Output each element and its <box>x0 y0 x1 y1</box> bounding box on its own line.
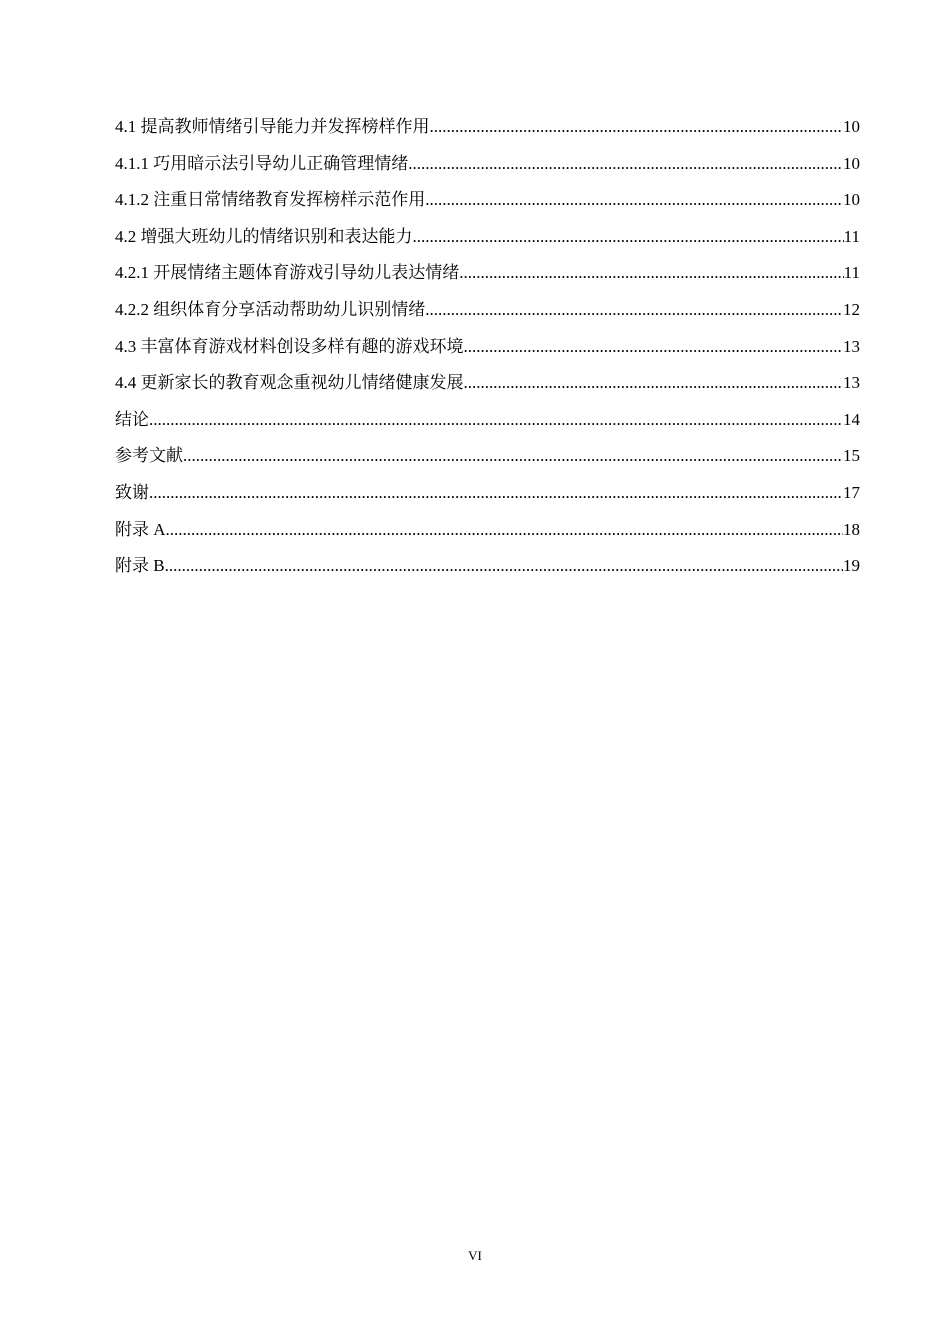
toc-entry-title: 结论 <box>115 409 149 429</box>
toc-entry-page: 19 <box>843 556 860 576</box>
toc-entry-page: 18 <box>843 519 860 539</box>
toc-entry-page: 10 <box>843 190 860 210</box>
toc-dot-leader <box>413 222 844 252</box>
toc-entry[interactable] <box>115 112 860 149</box>
toc-dot-leader <box>149 405 843 435</box>
toc-entry-page: 13 <box>843 373 860 393</box>
toc-entry-title: 4.2 增强大班幼儿的情绪识别和表达能力 <box>115 226 413 246</box>
toc-entry-title: 4.2.1 开展情绪主题体育游戏引导幼儿表达情绪 <box>115 263 460 283</box>
toc-dot-leader <box>165 551 843 581</box>
toc-entry[interactable] <box>115 258 860 295</box>
toc-entry[interactable] <box>115 515 860 552</box>
toc-entry-title: 4.1.2 注重日常情绪教育发挥榜样示范作用 <box>115 190 426 210</box>
toc-entry-page: 11 <box>843 263 860 283</box>
toc-entry-title: 4.4 更新家长的教育观念重视幼儿情绪健康发展 <box>115 373 464 393</box>
toc-entry-page: 11 <box>843 226 860 246</box>
toc-dot-leader <box>183 441 843 471</box>
toc-entry[interactable] <box>115 332 860 369</box>
toc-dot-leader <box>464 368 844 398</box>
toc-dot-leader <box>425 185 843 215</box>
toc-entry[interactable] <box>115 149 860 186</box>
toc-dot-leader <box>166 515 843 545</box>
toc-entry-title: 4.3 丰富体育游戏材料创设多样有趣的游戏环境 <box>115 336 464 356</box>
toc-entry-title: 4.1.1 巧用暗示法引导幼儿正确管理情绪 <box>115 153 409 173</box>
toc-entry-page: 12 <box>843 299 860 319</box>
toc-entry[interactable] <box>115 405 860 442</box>
toc-entry-title: 4.1 提高教师情绪引导能力并发挥榜样作用 <box>115 117 430 136</box>
toc-dot-leader <box>425 295 843 325</box>
toc-entry-title: 致谢 <box>115 482 149 502</box>
toc-entry-page: 15 <box>843 446 860 466</box>
toc-entry-title: 附录 A <box>115 519 166 539</box>
toc-entry-title: 参考文献 <box>115 446 183 466</box>
toc-dot-leader <box>408 149 843 179</box>
toc-entry-page: 14 <box>843 409 860 429</box>
toc-entry[interactable] <box>115 441 860 478</box>
toc-entry-title: 4.2.2 组织体育分享活动帮助幼儿识别情绪 <box>115 299 426 319</box>
toc-entry[interactable] <box>115 295 860 332</box>
toc-entry[interactable] <box>115 478 860 515</box>
page-number: VI <box>468 1248 482 1263</box>
toc-entry-page: 10 <box>843 117 860 136</box>
toc-dot-leader <box>459 258 843 288</box>
toc-dot-leader <box>464 332 844 362</box>
toc-entry[interactable] <box>115 368 860 405</box>
toc-entry[interactable] <box>115 185 860 222</box>
table-of-contents <box>115 112 860 588</box>
toc-entry-page: 10 <box>843 153 860 173</box>
toc-entry-page: 13 <box>843 336 860 356</box>
toc-entry[interactable] <box>115 222 860 259</box>
toc-dot-leader <box>430 112 844 142</box>
toc-entry[interactable] <box>115 551 860 588</box>
toc-dot-leader <box>149 478 843 508</box>
toc-entry-page: 17 <box>843 482 860 502</box>
toc-entry-title: 附录 B <box>115 556 165 576</box>
